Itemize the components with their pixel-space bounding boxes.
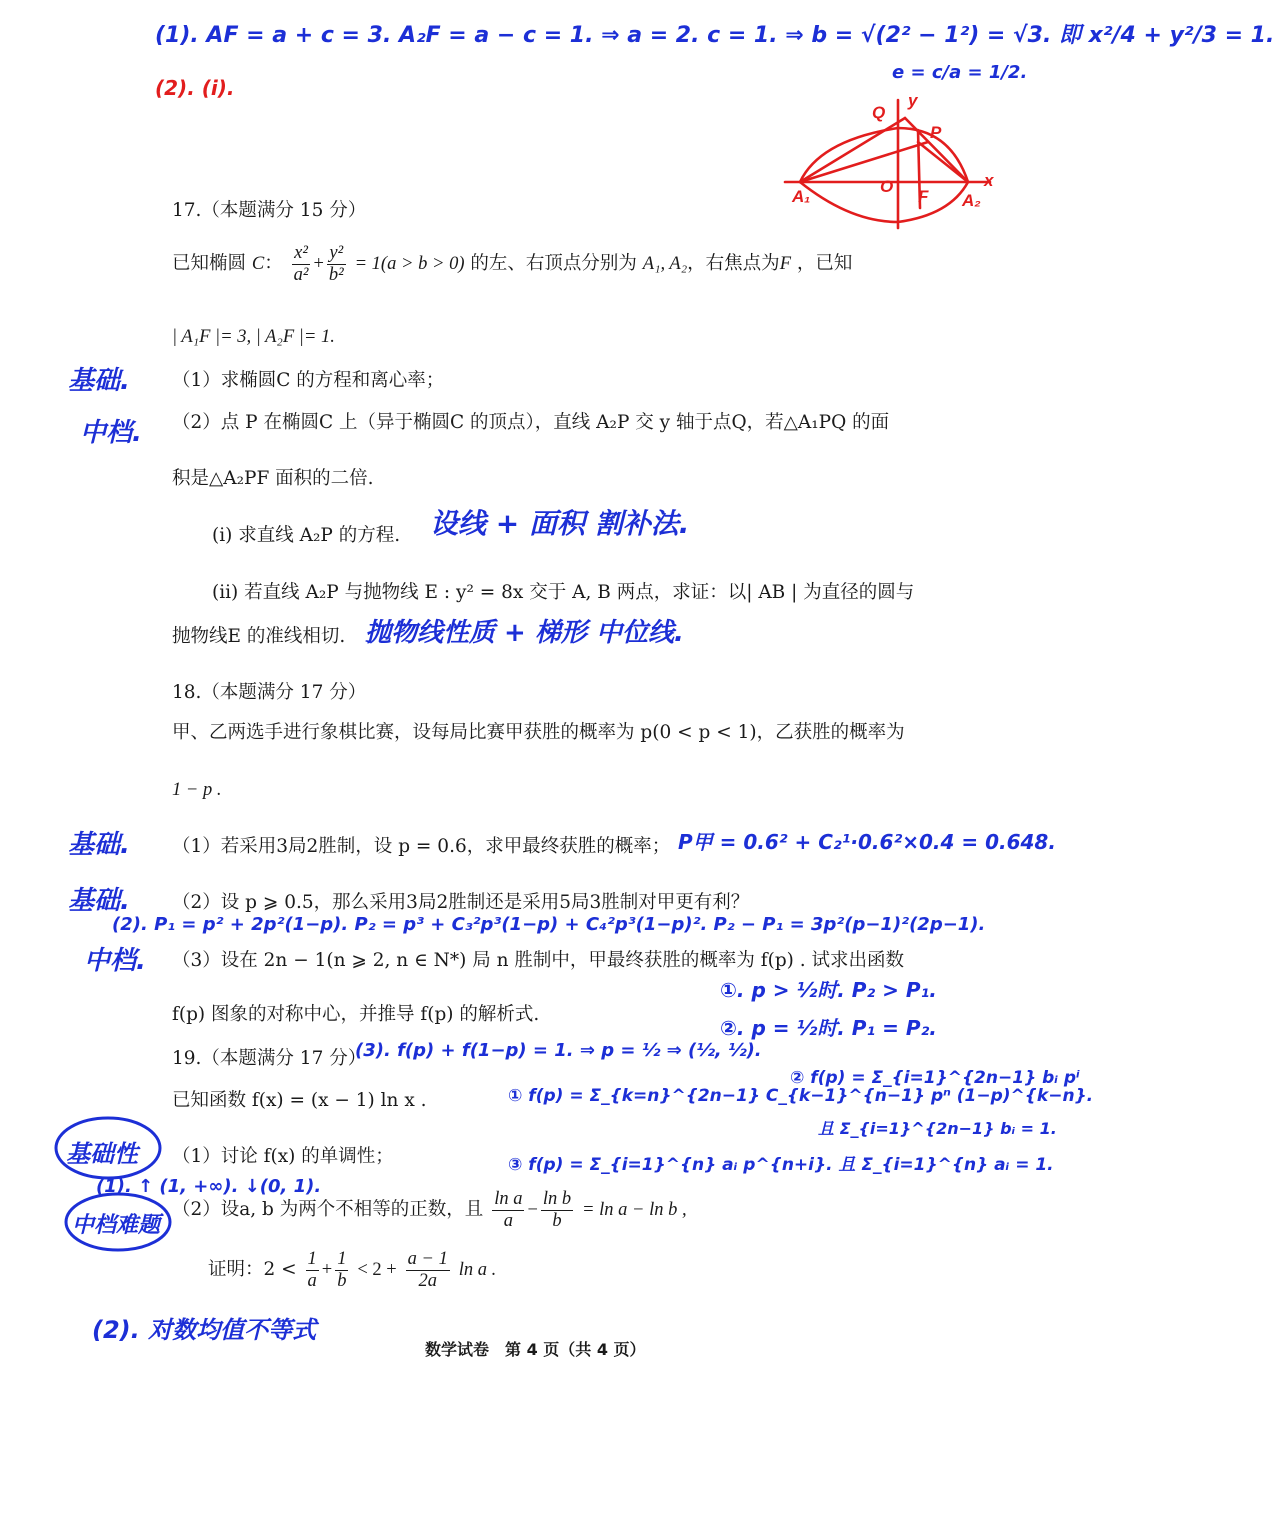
q17-frac-y-den: b² bbox=[328, 264, 344, 285]
q18-part3-formula2b: 且 Σ_{i=1}^{2n−1} bᵢ = 1. bbox=[818, 1119, 1057, 1138]
q17-part2-line2: 积是△A₂PF 面积的二倍. bbox=[172, 468, 374, 489]
handwritten-eccentricity: e = c/a = 1/2. bbox=[892, 62, 1028, 83]
sketch-label-p: P bbox=[930, 123, 942, 142]
q18-part3-formula2: ② f(p) = Σ_{i=1}^{2n−1} bᵢ pⁱ bbox=[790, 1068, 1080, 1088]
q19-header: 19.（本题满分 17 分） bbox=[172, 1048, 367, 1069]
q19-frac-lnb-num: ln b bbox=[542, 1189, 572, 1209]
q17-ii-note: 抛物线性质 + 梯形 中位线. bbox=[365, 618, 684, 648]
sketch-label-o: O bbox=[880, 177, 894, 196]
q17-part1: （1）求椭圆C 的方程和离心率； bbox=[172, 370, 445, 391]
q17-part2-line1: （2）点 P 在椭圆C 上（异于椭圆C 的顶点），直线 A₂P 交 y 轴于点Q，若△A₁PQ 的面 bbox=[172, 412, 890, 433]
q18-part2: （2）设 p ⩾ 0.5，那么采用3局2胜制还是采用5局3胜制对甲更有利？ bbox=[172, 892, 750, 913]
handwritten-part-label: (2). (i). bbox=[155, 76, 235, 100]
q17-i-note: 设线 + 面积 割补法. bbox=[430, 507, 690, 540]
sketch-label-x: x bbox=[984, 171, 994, 190]
q17-frac-x-num: x² bbox=[292, 244, 311, 265]
q17-plus: + bbox=[313, 254, 324, 274]
q19-tag-basic: 基础性 bbox=[66, 1140, 138, 1168]
q19-part2-answer: (2). 对数均值不等式 bbox=[92, 1316, 317, 1344]
q19-part2-text: （2）设a, b 为两个不相等的正数，且 bbox=[172, 1199, 484, 1220]
q19-part1: （1）讨论 f(x) 的单调性； bbox=[172, 1146, 394, 1167]
q18-part1-answer: P甲 = 0.6² + C₂¹·0.6²×0.4 = 0.648. bbox=[678, 830, 1056, 854]
q17-vertices-text: 的左、右顶点分别为 bbox=[470, 253, 637, 274]
q17-eq-tail: = 1(a > b > 0) bbox=[354, 254, 465, 274]
handwritten-solution-line: (1). AF = a + c = 3. A₂F = a − c = 1. ⇒ a = 2. c = 1. ⇒ b = √(2² − 1²) = √3. 即 x²/4 + y²/3 = 1. bbox=[155, 23, 1274, 48]
q17-stem-line2: | A₁F |= 3, | A₂F |= 1. bbox=[172, 327, 335, 347]
q19-frac-1b-num: 1 bbox=[337, 1249, 347, 1269]
sketch-label-q: Q bbox=[872, 103, 886, 122]
sketch-label-y: y bbox=[908, 91, 918, 110]
q19-part1-answer: (1). ↑ (1, +∞). ↓(0, 1). bbox=[96, 1176, 322, 1197]
q19-stem: 已知函数 f(x) = (x − 1) ln x . bbox=[172, 1090, 427, 1111]
q19-minus: − bbox=[527, 1200, 538, 1220]
q19-frac-lna-den: a bbox=[503, 1210, 513, 1231]
q18-stem-line1: 甲、乙两选手进行象棋比赛，设每局比赛甲获胜的概率为 p(0 < p < 1)，乙获胜的概率为 bbox=[172, 722, 905, 743]
q17-part2-ii-line1: (ii) 若直线 A₂P 与抛物线 E : y² = 8x 交于 A, B 两点，求证：以| AB | 为直径的圆与 bbox=[212, 582, 915, 603]
q19-frac-lna-num: ln a bbox=[494, 1189, 523, 1209]
q17-header: 17.（本题满分 15 分） bbox=[172, 200, 367, 221]
q17-frac-x-den: a² bbox=[293, 264, 309, 285]
q18-header: 18.（本题满分 17 分） bbox=[172, 682, 367, 703]
q18-tag-basic-1: 基础. bbox=[68, 830, 130, 860]
q18-part3-line2: f(p) 图象的对称中心，并推导 f(p) 的解析式. bbox=[172, 1004, 540, 1025]
q17-known-text: ，已知 bbox=[796, 253, 853, 274]
page-footer: 数学试卷 第 4 页（共 4 页） bbox=[425, 1340, 646, 1359]
q18-part3-line1: （3）设在 2n − 1(n ⩾ 2, n ∈ N*) 局 n 胜制中，甲最终获胜的概率为 f(p) . 试求出函数 bbox=[172, 950, 905, 971]
sketch-label-a2: A₂ bbox=[962, 191, 981, 210]
q17-tag-basic: 基础. bbox=[68, 366, 130, 396]
sketch-label-f: F bbox=[918, 187, 929, 206]
q18-part2-case1: ①. p > ½时. P₂ > P₁. bbox=[720, 978, 937, 1002]
q19-tag-medium-hard: 中档难题 bbox=[72, 1213, 161, 1238]
q19-frac-1b-den: b bbox=[337, 1270, 347, 1291]
q17-part2-ii-line2: 抛物线E 的准线相切. bbox=[172, 626, 346, 647]
sketch-label-a1: A₁ bbox=[792, 187, 811, 206]
q19-proof-mid: < 2 + bbox=[357, 1260, 397, 1280]
q18-part1: （1）若采用3局2胜制，设 p = 0.6，求甲最终获胜的概率； bbox=[172, 836, 671, 857]
q18-part3-center: (3). f(p) + f(1−p) = 1. ⇒ p = ½ ⇒ (½, ½). bbox=[355, 1040, 762, 1061]
q17-focus-text: ，右焦点为 bbox=[687, 253, 780, 274]
q18-tag-basic-2: 基础. bbox=[68, 886, 130, 916]
q19-part2-tail: = ln a − ln b , bbox=[582, 1200, 687, 1220]
q19-proof-plus: + bbox=[321, 1260, 333, 1280]
q17-part2-i: (i) 求直线 A₂P 的方程. bbox=[212, 525, 401, 546]
q18-stem-line2: 1 − p . bbox=[172, 780, 222, 800]
q17-tag-medium: 中档. bbox=[80, 418, 142, 448]
q18-part2-case2: ②. p = ½时. P₁ = P₂. bbox=[720, 1016, 937, 1040]
q17-frac-y-num: y² bbox=[327, 244, 346, 265]
q17-focus: F bbox=[779, 254, 791, 274]
q17-ellipse-name: C bbox=[251, 254, 265, 274]
q19-proof-tail: ln a . bbox=[458, 1260, 497, 1280]
q19-frac-1a-num: 1 bbox=[307, 1249, 317, 1269]
q19-frac-a1-num: a − 1 bbox=[407, 1249, 448, 1269]
q17-colon: ： bbox=[264, 253, 283, 274]
q18-part3-formula3: ③ f(p) = Σ_{i=1}^{n} aᵢ p^{n+i}. 且 Σ_{i=1}^{n} aᵢ = 1. bbox=[508, 1155, 1054, 1175]
q18-part2-work: (2). P₁ = p² + 2p²(1−p). P₂ = p³ + C₃²p³(1−p) + C₄²p³(1−p)². P₂ − P₁ = 3p²(p−1)²(2p−1). bbox=[112, 914, 986, 935]
q17-vertices: A₁, A₂ bbox=[642, 254, 688, 274]
q19-frac-a1-den: 2a bbox=[418, 1270, 437, 1291]
q18-part3-formula1: ① f(p) = Σ_{k=n}^{2n−1} C_{k−1}^{n−1} pⁿ (1−p)^{k−n}. bbox=[508, 1086, 1094, 1106]
q18-tag-medium: 中档. bbox=[84, 946, 146, 976]
q17-stem-prefix: 已知椭圆 bbox=[172, 253, 247, 274]
q19-proof-prefix: 证明：2 < bbox=[208, 1259, 297, 1280]
q19-frac-1a-den: a bbox=[307, 1270, 317, 1291]
q19-frac-lnb-den: b bbox=[552, 1210, 562, 1231]
